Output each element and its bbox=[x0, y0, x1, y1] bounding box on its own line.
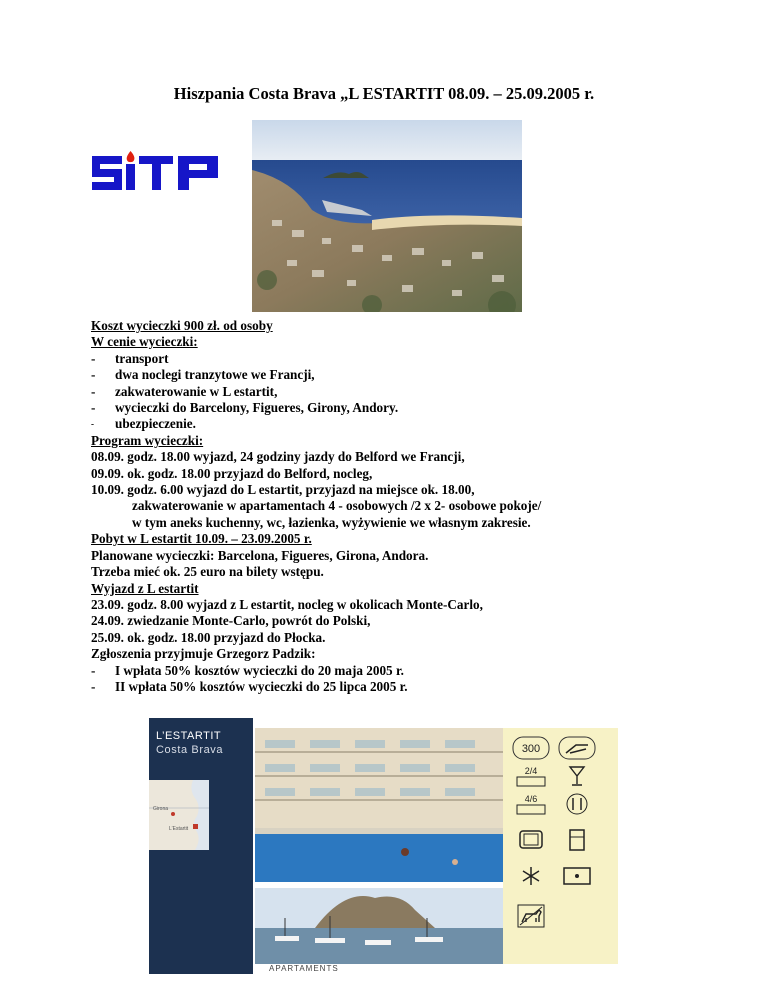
beach-chair-icon bbox=[558, 736, 596, 760]
list-item: - ubezpieczenie. bbox=[91, 416, 196, 432]
program-line: 24.09. zwiedzanie Monte-Carlo, powrót do Polski, bbox=[91, 613, 371, 629]
list-item: - wycieczki do Barcelony, Figueres, Girony, Andory. bbox=[91, 400, 399, 416]
brochure-footer: APARTAMENTS bbox=[269, 964, 339, 973]
program-line: 08.09. godz. 18.00 wyjazd, 24 godziny jazdy do Belford we Francji, bbox=[91, 449, 465, 465]
tv-icon bbox=[512, 828, 550, 852]
trip-description bbox=[91, 318, 731, 695]
amenities-panel bbox=[503, 728, 618, 964]
list-item: - dwa noclegi tranzytowe we Francji, bbox=[91, 367, 315, 383]
map-label-estartit: L’Estartit bbox=[169, 826, 189, 832]
departure-heading: Wyjazd z L estartit bbox=[91, 580, 199, 596]
brochure-sidebar bbox=[149, 718, 253, 974]
sitp-logo bbox=[90, 150, 226, 196]
rooms-4-6-icon bbox=[512, 792, 550, 816]
capacity-300-icon bbox=[512, 736, 550, 760]
price-line: Koszt wycieczki 900 zł. od osoby bbox=[91, 318, 273, 333]
apartment-brochure bbox=[149, 712, 623, 976]
fridge-icon bbox=[558, 828, 596, 852]
brochure-subtitle: Costa Brava bbox=[156, 744, 224, 756]
brochure-title: L’ESTARTIT bbox=[156, 730, 222, 742]
list-item: - transport bbox=[91, 350, 169, 366]
included-heading: W cenie wycieczki: bbox=[91, 334, 198, 350]
program-line: zakwaterowanie w apartamentach 4 - osobowych /2 x 2- osobowe pokoje/ bbox=[132, 498, 542, 514]
harbour-photo bbox=[255, 888, 503, 964]
info-line: Trzeba mieć ok. 25 euro na bilety wstępu. bbox=[91, 564, 324, 580]
cocktail-icon bbox=[558, 764, 596, 788]
program-line: 25.09. ok. godz. 18.00 przyjazd do Płocka. bbox=[91, 629, 326, 645]
safe-icon bbox=[558, 864, 596, 888]
dog-icon bbox=[512, 904, 550, 928]
contact-line: Zgłoszenia przyjmuje Grzegorz Padzik: bbox=[91, 646, 316, 662]
rooms-2-4-icon bbox=[512, 764, 550, 788]
svg-text:4/6: 4/6 bbox=[524, 794, 538, 804]
aerial-coast-photo bbox=[252, 120, 522, 312]
stay-heading: Pobyt w L estartit 10.09. – 23.09.2005 r. bbox=[91, 531, 312, 547]
page-title: Hiszpania Costa Brava „L ESTARTIT 08.09. – 25.09.2005 r. bbox=[173, 84, 595, 103]
program-line: 10.09. godz. 6.00 wyjazd do L estartit, przyjazd na miejsce ok. 18.00, bbox=[91, 482, 475, 498]
list-item: - zakwaterowanie w L estartit, bbox=[91, 383, 278, 399]
program-line: 09.09. ok. godz. 18.00 przyjazd do Belford, nocleg, bbox=[91, 465, 373, 481]
program-line: 23.09. godz. 8.00 wyjazd z L estartit, nocleg w okolicach Monte-Carlo, bbox=[91, 596, 483, 612]
info-line: Planowane wycieczki: Barcelona, Figueres, Girona, Andora. bbox=[91, 547, 429, 563]
location-map bbox=[149, 780, 209, 850]
list-item: - I wpłata 50% kosztów wycieczki do 20 maja 2005 r. bbox=[91, 662, 404, 678]
svg-text:2/4: 2/4 bbox=[524, 766, 538, 776]
hotel-pool-photo bbox=[255, 728, 503, 882]
svg-text:300: 300 bbox=[521, 743, 541, 755]
list-item: - II wpłata 50% kosztów wycieczki do 25 lipca 2005 r. bbox=[91, 678, 408, 694]
map-label-girona: Girona bbox=[153, 806, 169, 812]
restaurant-icon bbox=[558, 792, 596, 816]
air-conditioning-icon bbox=[512, 864, 550, 888]
program-line: w tym aneks kuchenny, wc, łazienka, wyżywienie we własnym zakresie. bbox=[132, 514, 531, 530]
program-heading: Program wycieczki: bbox=[91, 432, 204, 448]
